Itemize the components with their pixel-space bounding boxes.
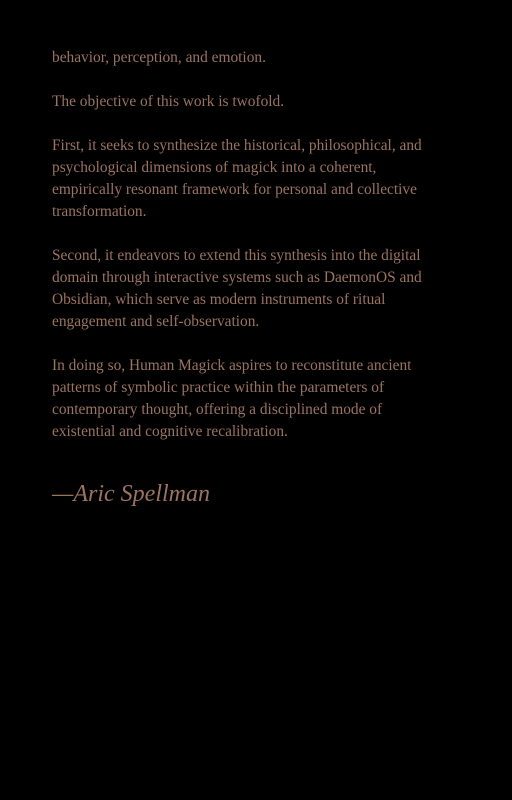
- paragraph-2: [52, 91, 472, 113]
- paragraph-line: behavior, perception, and emotion.: [52, 49, 266, 66]
- paragraph-line: existential and cognitive recalibration.: [52, 423, 288, 440]
- paragraph-line: domain through interactive systems such as DaemonOS and: [52, 269, 422, 286]
- paragraph-3: [52, 135, 472, 223]
- paragraph-line: patterns of symbolic practice within the parameters of: [52, 379, 385, 396]
- paragraph-line: contemporary thought, offering a disciplined mode of: [52, 401, 383, 418]
- paragraph-line: The objective of this work is twofold.: [52, 93, 285, 110]
- paragraph-line: engagement and self-observation.: [52, 313, 260, 330]
- paragraph-line: First, it seeks to synthesize the historical, philosophical, and: [52, 137, 422, 154]
- paragraph-line: In doing so, Human Magick aspires to reconstitute ancient: [52, 357, 412, 374]
- paragraph-5: [52, 355, 472, 443]
- paragraph-line: empirically resonant framework for personal and collective: [52, 181, 417, 198]
- paragraph-line: psychological dimensions of magick into a coherent,: [52, 159, 377, 176]
- author-signature: —Aric Spellman: [52, 481, 210, 507]
- document-page: [52, 47, 472, 509]
- paragraph-line: Second, it endeavors to extend this synthesis into the digital: [52, 247, 421, 264]
- paragraph-1: [52, 47, 472, 69]
- paragraph-4: [52, 245, 472, 333]
- paragraph-line: Obsidian, which serve as modern instruments of ritual: [52, 291, 386, 308]
- paragraph-line: transformation.: [52, 203, 147, 220]
